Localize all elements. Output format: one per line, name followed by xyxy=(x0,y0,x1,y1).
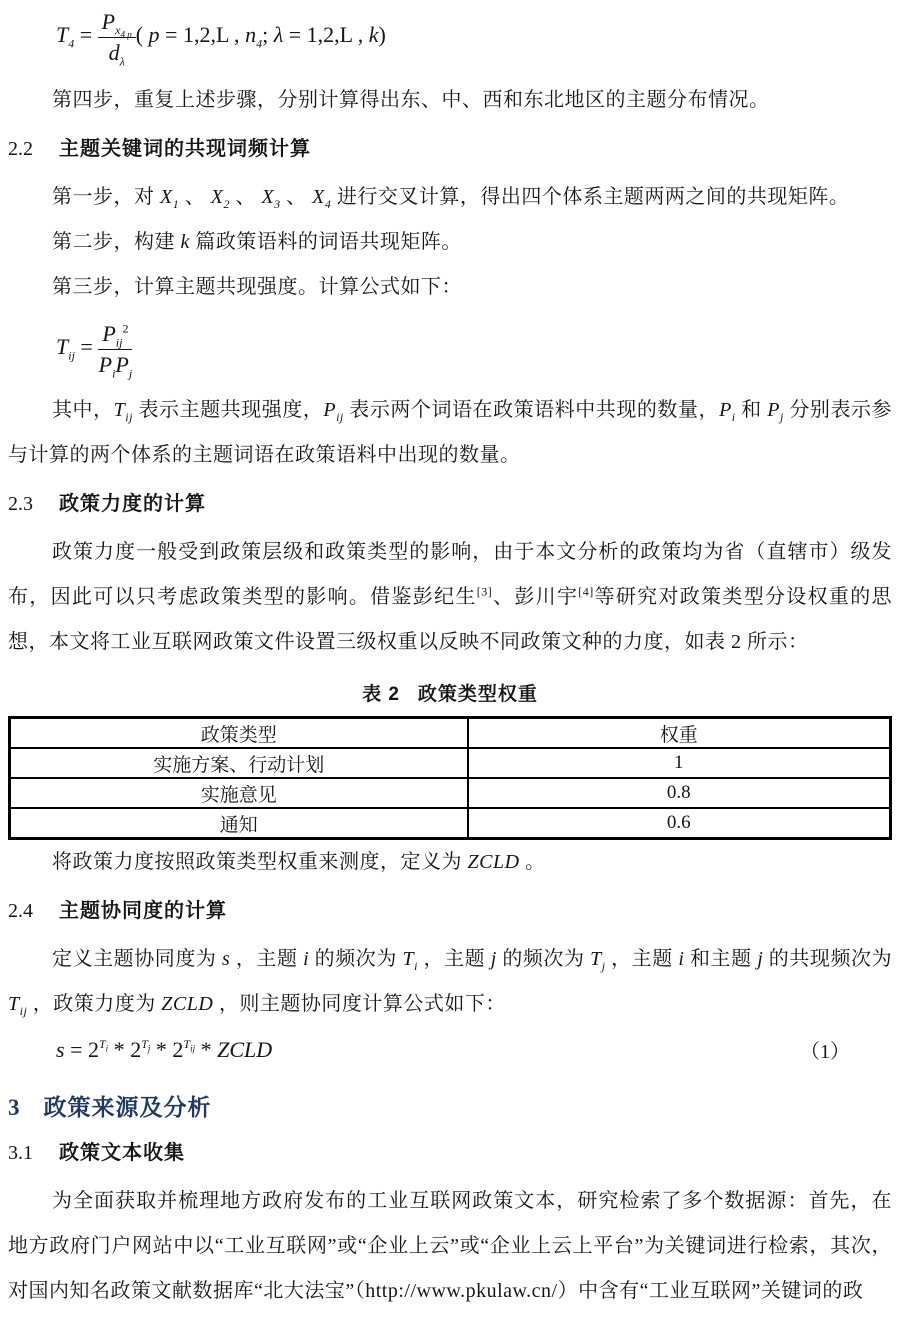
table-row xyxy=(10,748,891,778)
section-title: 政策来源及分析 xyxy=(43,1094,212,1120)
table-row xyxy=(10,778,891,808)
section-title: 政策文本收集 xyxy=(59,1142,185,1164)
section-number: 2.2 xyxy=(8,138,33,160)
equation-number: （1） xyxy=(800,1041,850,1063)
cell-policy-type: 实施意见 xyxy=(10,778,468,808)
section-number: 3.1 xyxy=(8,1142,33,1164)
cell-policy-type: 实施方案、行动计划 xyxy=(10,748,468,778)
header-policy-type: 政策类型 xyxy=(10,718,468,749)
cell-weight: 0.6 xyxy=(468,808,891,839)
section-number: 2.4 xyxy=(8,900,33,922)
table-header-row xyxy=(10,718,891,749)
paragraph-2-3: 政策力度一般受到政策层级和政策类型的影响，由于本文分析的政策均为省（直辖市）级发布，因此可以只考虑政策类型的影响。借鉴彭纪生[3]、彭川宇[4]等研究对政策类型分设权重的思想，本文将工业互联网政策文件设置三级权重以反映不同政策文种的力度，如表 2 所示： xyxy=(8,541,893,653)
table-caption-label: 表 2 xyxy=(362,684,400,705)
section-number: 2.3 xyxy=(8,493,33,515)
section-heading-2-2 xyxy=(8,133,892,165)
cell-policy-type: 通知 xyxy=(10,808,468,839)
paragraph-3-1: 为全面获取并梳理地方政府发布的工业互联网政策文本，研究检索了多个数据源：首先，在地方政府门户网站中以“工业互联网”或“企业上云”或“企业上云上平台”为关键词进行检索，其次，对国内知名政策文献数据库“北大法宝”（http://www.pkulaw.cn/）中含有“工业互联网”关键词的政 xyxy=(8,1190,892,1302)
section-heading-3-1 xyxy=(8,1137,892,1169)
equation-row xyxy=(8,1035,892,1064)
cell-weight: 0.8 xyxy=(468,778,891,808)
formula-t4: $T_4$ = $\frac{P_{x_{4 p}}}{d_\lambda}$ ( p = 1,2,L , $n_4$; λ = 1,2,L , k) xyxy=(56,9,386,68)
section-number: 3 xyxy=(8,1095,20,1120)
paragraph-among: 其中，$T_{ij}$ 表示主题共现强度，$P_{ij}$ 表示两个词语在政策语料中共现的数量，$P_i$ 和 $P_j$ 分别表示参与计算的两个体系的主题词语在政策语料中出现的数量。 xyxy=(8,399,893,466)
section-heading-3 xyxy=(8,1090,892,1125)
paragraph-zcld: 将政策力度按照政策类型权重来测度，定义为 ZCLD 。 xyxy=(52,851,546,873)
section-title: 主题协同度的计算 xyxy=(59,900,227,922)
section-heading-2-3 xyxy=(8,488,892,520)
policy-weight-table xyxy=(8,716,892,840)
formula-s: $s = 2^{T_i} * 2^{T_j} * 2^{T_{ij}}$ * ZCLD xyxy=(56,1036,273,1062)
paragraph-2-4: 定义主题协同度为 s ，主题 i 的频次为 $T_i$ ，主题 j 的频次为 $T_j$ ，主题 i 和主题 j 的共现频次为 $T_{ij}$ ，政策力度为 ZCLD ，则主题协同度计算公式如下： xyxy=(8,948,893,1018)
cell-weight: 1 xyxy=(468,748,891,778)
paragraph-step1: 第一步，对 $X_1$ 、 $X_2$ 、 $X_3$ 、 $X_4$ 进行交叉计算，得出四个体系主题两两之间的共现矩阵。 xyxy=(52,186,850,211)
paragraph-step2: 第二步，构建 k 篇政策语料的词语共现矩阵。 xyxy=(52,231,462,253)
header-weight: 权重 xyxy=(468,718,891,749)
table-row xyxy=(10,808,891,839)
table-caption-title: 政策类型权重 xyxy=(417,684,538,705)
table-caption xyxy=(8,679,892,706)
section-title: 政策力度的计算 xyxy=(59,493,206,515)
paragraph-step4: 第四步，重复上述步骤，分别计算得出东、中、西和东北地区的主题分布情况。 xyxy=(52,89,770,111)
paragraph-step3: 第三步，计算主题共现强度。计算公式如下： xyxy=(52,276,462,298)
formula-tij: $T_{ij}$ = $\frac{P_{ij}^2}{P_iP_j}$ xyxy=(56,321,133,380)
section-title: 主题关键词的共现词频计算 xyxy=(59,138,311,160)
section-heading-2-4 xyxy=(8,895,892,927)
